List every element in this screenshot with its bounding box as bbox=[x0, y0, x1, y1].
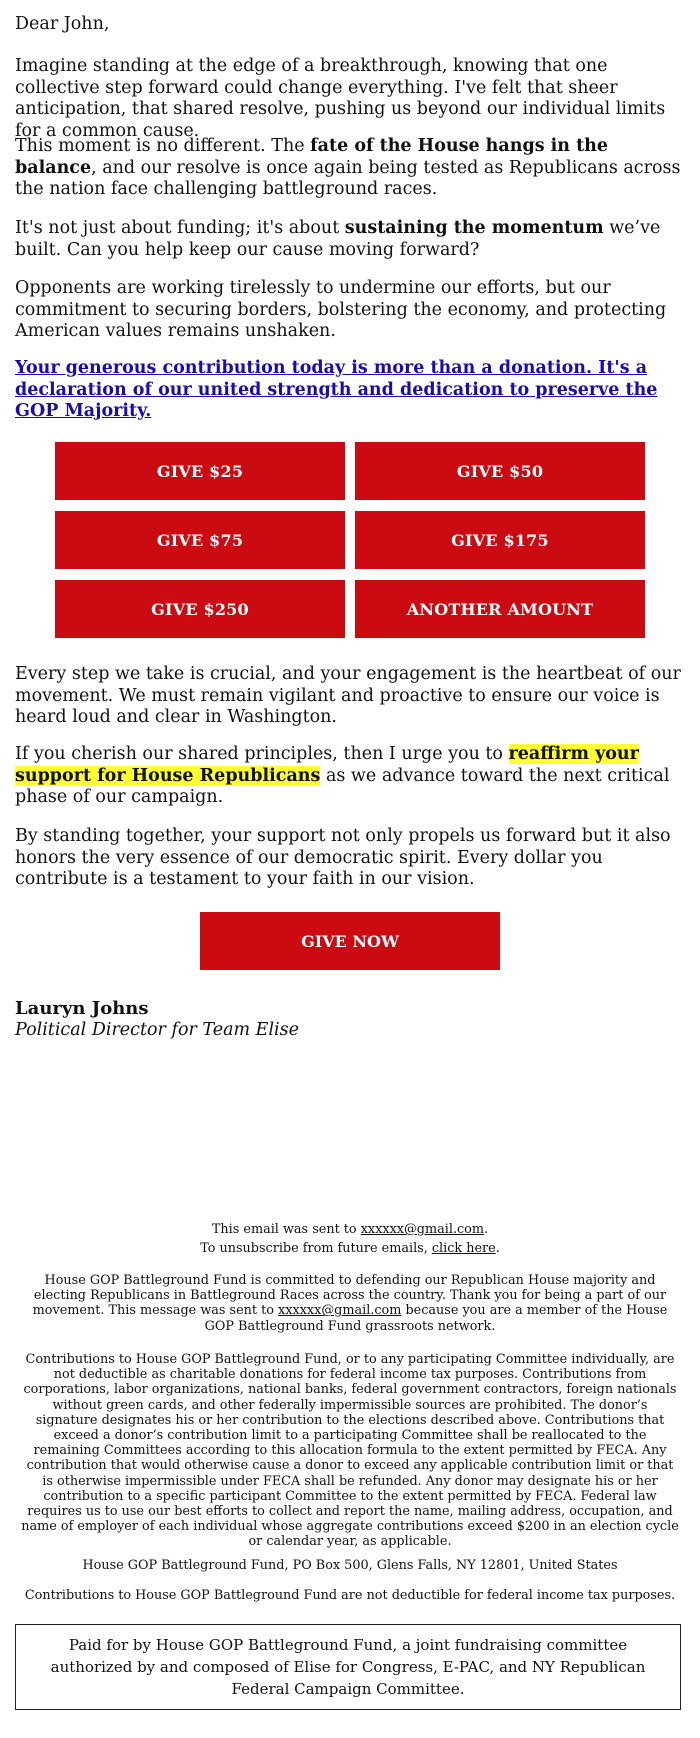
paragraph-opponents: Opponents are working tirelessly to undermine our efforts, but our commitment to securing borders, bolstering the economy, and protecting American values remains unshaken. bbox=[15, 278, 667, 341]
signature-name: Lauryn Johns bbox=[15, 998, 149, 1019]
paragraph-standing-together: By standing together, your support not only propels us forward but it also honors the very essence of our democratic spirit. Every dollar you contribute is a testament to your faith in our vision. bbox=[15, 826, 671, 889]
paragraph-fate bbox=[15, 136, 685, 201]
contribution-paragraph bbox=[15, 358, 685, 423]
give-25-button[interactable]: GIVE $25 bbox=[55, 442, 345, 500]
footer-address: House GOP Battleground Fund, PO Box 500, Glens Falls, NY 12801, United States bbox=[82, 1558, 618, 1573]
paragraph-momentum bbox=[15, 218, 685, 261]
give-75-button[interactable]: GIVE $75 bbox=[55, 511, 345, 569]
intro-paragraph: Imagine standing at the edge of a breakthrough, knowing that one collective step forward could change everything. I've felt that sheer anticipation, that shared resolve, pushing us beyond our individual limits for a common cause. bbox=[15, 56, 666, 141]
paragraph-text: If you cherish our shared principles, then I urge you to bbox=[15, 744, 509, 764]
footer-text: House GOP Battleground Fund is committed to defending our Republican House majority and electing Republicans in Battleground Races across the country. Thank you for being a part of our movement. This message was sent to bbox=[32, 1273, 667, 1319]
footer-email-link[interactable]: xxxxxx@gmail.com bbox=[360, 1222, 485, 1237]
paragraph-engagement: Every step we take is crucial, and your engagement is the heartbeat of our movement. We must remain vigilant and proactive to ensure our voice is heard loud and clear in Washington. bbox=[15, 664, 681, 727]
bold-text: sustaining the momentum bbox=[344, 218, 604, 238]
footer-text: To unsubscribe from future emails, bbox=[200, 1241, 432, 1256]
footer-sent-to bbox=[20, 1222, 680, 1237]
signature-title: Political Director for Team Elise bbox=[15, 1020, 299, 1040]
paid-for-text: Paid for by House GOP Battleground Fund, a joint fundraising committee authorized by and composed of Elise for Congress, E-PAC, and NY Republican Federal Campaign Committee. bbox=[50, 1636, 646, 1698]
paragraph-text: , and our resolve is once again being tested as Republicans across the nation face challenging battleground races. bbox=[15, 157, 681, 199]
paragraph-text: It's not just about funding; it's about bbox=[15, 218, 345, 238]
footer-text: . bbox=[495, 1241, 500, 1256]
paid-for-disclaimer-box bbox=[15, 1624, 681, 1710]
give-50-button[interactable]: GIVE $50 bbox=[355, 442, 645, 500]
footer-about bbox=[20, 1273, 680, 1334]
paragraph-text: as we advance toward the next critical phase of our campaign. bbox=[15, 765, 670, 807]
give-now-button[interactable]: GIVE NOW bbox=[200, 912, 500, 970]
unsubscribe-link[interactable]: click here bbox=[431, 1241, 496, 1256]
another-amount-button[interactable]: ANOTHER AMOUNT bbox=[355, 580, 645, 638]
footer-text: because you are a member of the House GOP Battleground Fund grassroots network. bbox=[204, 1303, 668, 1334]
bold-text: fate of the House hangs in the balance bbox=[15, 136, 609, 178]
footer-legal-disclaimer: Contributions to House GOP Battleground Fund, or to any participating Committee individually, are not deductible as charitable donations for federal income tax purposes. Contributions from corporations, labor organizations, national banks, federal government contractors, foreign nationals without green cards, and other federally impermissible sources are prohibited. The donor’s signature designates his or her contribution to the elections described above. Contributions that exceed a donor’s contribution limit to a participating Committee shall be reallocated to the remaining Committees according to this allocation formula to the extent permitted by FECA. Any contribution that would otherwise cause a donor to exceed any applicable contribution limit or that is otherwise impermissible under FECA shall be refunded. Any donor may designate his or her contribution to a specific participant Committee to the extent permitted by FECA. Federal law requires us to use our best efforts to collect and report the name, mailing address, occupation, and name of employer of each individual whose aggregate contributions exceed $200 in an election cycle or calendar year, as applicable. bbox=[21, 1352, 679, 1550]
footer-text: This email was sent to bbox=[211, 1222, 361, 1237]
greeting: Dear John, bbox=[15, 14, 110, 34]
contribution-link[interactable]: Your generous contribution today is more than a donation. It's a declaration of our united strength and dedication to preserve the GOP Majority. bbox=[15, 358, 658, 421]
paragraph-text: we’ve built. Can you help keep our cause moving forward? bbox=[15, 218, 661, 260]
highlighted-text: reaffirm your support for House Republicans bbox=[15, 744, 639, 786]
footer-text: . bbox=[484, 1222, 489, 1237]
give-250-button[interactable]: GIVE $250 bbox=[55, 580, 345, 638]
paragraph-reaffirm bbox=[15, 744, 685, 809]
footer-tax-notice: Contributions to House GOP Battleground Fund are not deductible for federal income tax purposes. bbox=[24, 1588, 676, 1603]
give-175-button[interactable]: GIVE $175 bbox=[355, 511, 645, 569]
footer-email-link[interactable]: xxxxxx@gmail.com bbox=[278, 1303, 402, 1319]
footer-unsubscribe bbox=[20, 1241, 680, 1256]
paragraph-text: This moment is no different. The bbox=[15, 136, 311, 156]
